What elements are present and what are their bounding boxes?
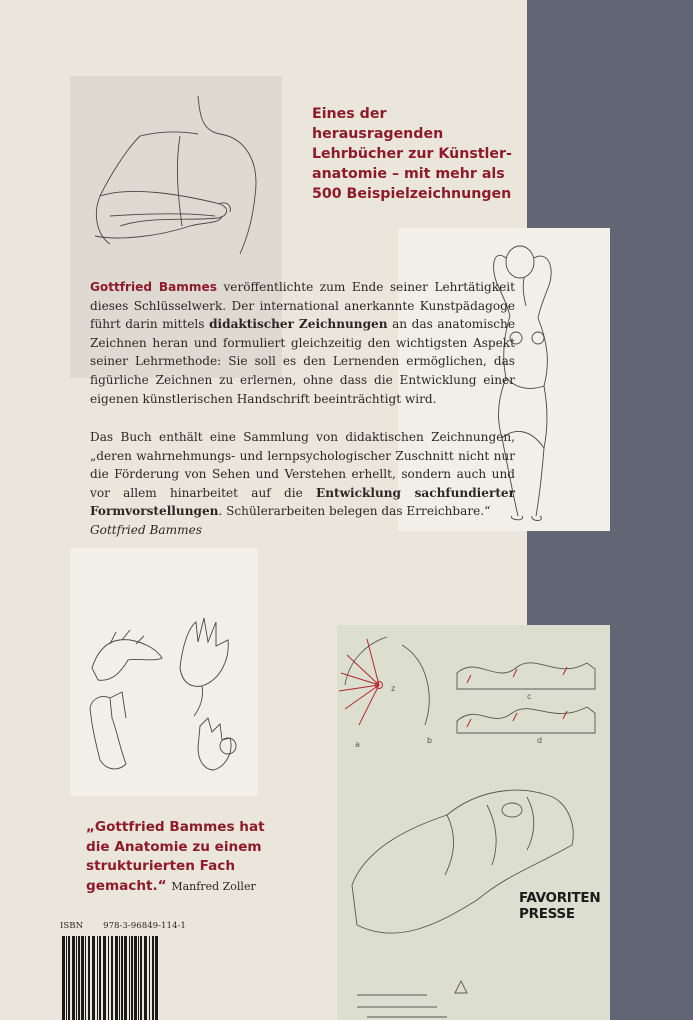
collection-paragraph (90, 428, 515, 540)
tagline-line: anatomie – mit mehr als (312, 166, 505, 182)
isbn (60, 921, 186, 931)
publisher-line: FAVORITEN (519, 890, 601, 906)
barcode-bar (155, 936, 158, 1020)
quote-attribution: Gottfried Bammes (90, 522, 202, 537)
intro-emphasis: didaktischer Zeichnungen (209, 317, 388, 332)
diagram-label-z: z (391, 684, 396, 693)
testimonial-quote (86, 818, 316, 896)
barcode-bar (111, 936, 113, 1020)
barcode-bar (88, 936, 90, 1020)
barcode-bar (129, 936, 130, 1020)
collection-text: . Schülerarbeiten belegen das Erreichbare.“ (218, 504, 491, 519)
intro-text: veröffentlichte zum Ende seiner Lehrtätigkeit dieses Schlüsselwerk. Der international anerkannte Kunstpädagoge führt darin mittels (90, 280, 515, 332)
diagram-label-c: c (527, 692, 532, 701)
tagline (312, 104, 522, 204)
barcode-bar (66, 936, 67, 1020)
publisher-logo (519, 890, 600, 922)
tagline-line: Eines der herausragenden (312, 106, 444, 142)
sketch-hands (70, 548, 258, 796)
diagram-label-a: a (355, 740, 360, 749)
collection-text: Das Buch enthält eine Sammlung von didaktischen Zeichnungen, „deren wahrnehmungs- und lernpsychologischer Zuschnitt nicht nur die Förderung von Sehen und Verstehen erhellt, sondern auch und vor allem hinarbeitet auf die (90, 430, 515, 500)
barcode-bar (131, 936, 133, 1020)
intro-text: an das anatomische Zeichnen heran und formuliert gleichzeitig den wichtigsten Aspekt seiner Lehrmethode: Sie soll es den Lernenden ermöglichen, das figürliche Zeichnen zu erlernen, ohne dass die Entwicklung einer eigenen künstlerischen Handschrift beeinträchtigt wird. (90, 317, 515, 406)
collection-emphasis: Entwicklung sachfundierter Formvorstellungen (90, 485, 515, 519)
barcode-bar (140, 936, 142, 1020)
tagline-line: 500 Beispielzeichnungen (312, 186, 512, 202)
barcode-bar (144, 936, 147, 1020)
quote-line: „Gottfried Bammes hat (86, 819, 265, 835)
intro-paragraph (90, 278, 515, 408)
barcode-bar (72, 936, 75, 1020)
barcode-bar (152, 936, 154, 1020)
barcode-bar (76, 936, 77, 1020)
barcode-bar (99, 936, 101, 1020)
barcode-bar (138, 936, 139, 1020)
barcode-bar (62, 936, 65, 1020)
isbn-label: ISBN (60, 921, 84, 931)
barcode-bar (124, 936, 127, 1020)
barcode (62, 936, 162, 1020)
quote-line-last (86, 877, 316, 897)
barcode-bar (85, 936, 86, 1020)
barcode-bar (149, 936, 150, 1020)
barcode-bar (134, 936, 137, 1020)
barcode-bar (108, 936, 109, 1020)
quote-line: gemacht.“ (86, 877, 167, 894)
sketch-crossed-arms (70, 76, 282, 266)
barcode-bar (97, 936, 98, 1020)
barcode-bar (103, 936, 106, 1020)
barcode-bar (68, 936, 70, 1020)
barcode-bar (121, 936, 123, 1020)
barcode-bar (81, 936, 84, 1020)
sketch-diagrams (337, 625, 610, 1020)
author-name: Gottfried Bammes (90, 280, 217, 294)
quote-line: die Anatomie zu einem (86, 838, 262, 855)
isbn-number: 978-3-96849-114-1 (103, 921, 186, 931)
barcode-bar (119, 936, 120, 1020)
diagram-label-d: d (537, 736, 543, 745)
tagline-line: Lehrbücher zur Künstler- (312, 146, 512, 162)
barcode-bar (92, 936, 95, 1020)
quote-author: Manfred Zoller (171, 879, 256, 893)
publisher-line: PRESSE (519, 906, 575, 922)
barcode-bar (115, 936, 118, 1020)
diagram-label-b: b (427, 736, 433, 745)
barcode-bar (78, 936, 80, 1020)
quote-line: strukturierten Fach (86, 858, 235, 874)
